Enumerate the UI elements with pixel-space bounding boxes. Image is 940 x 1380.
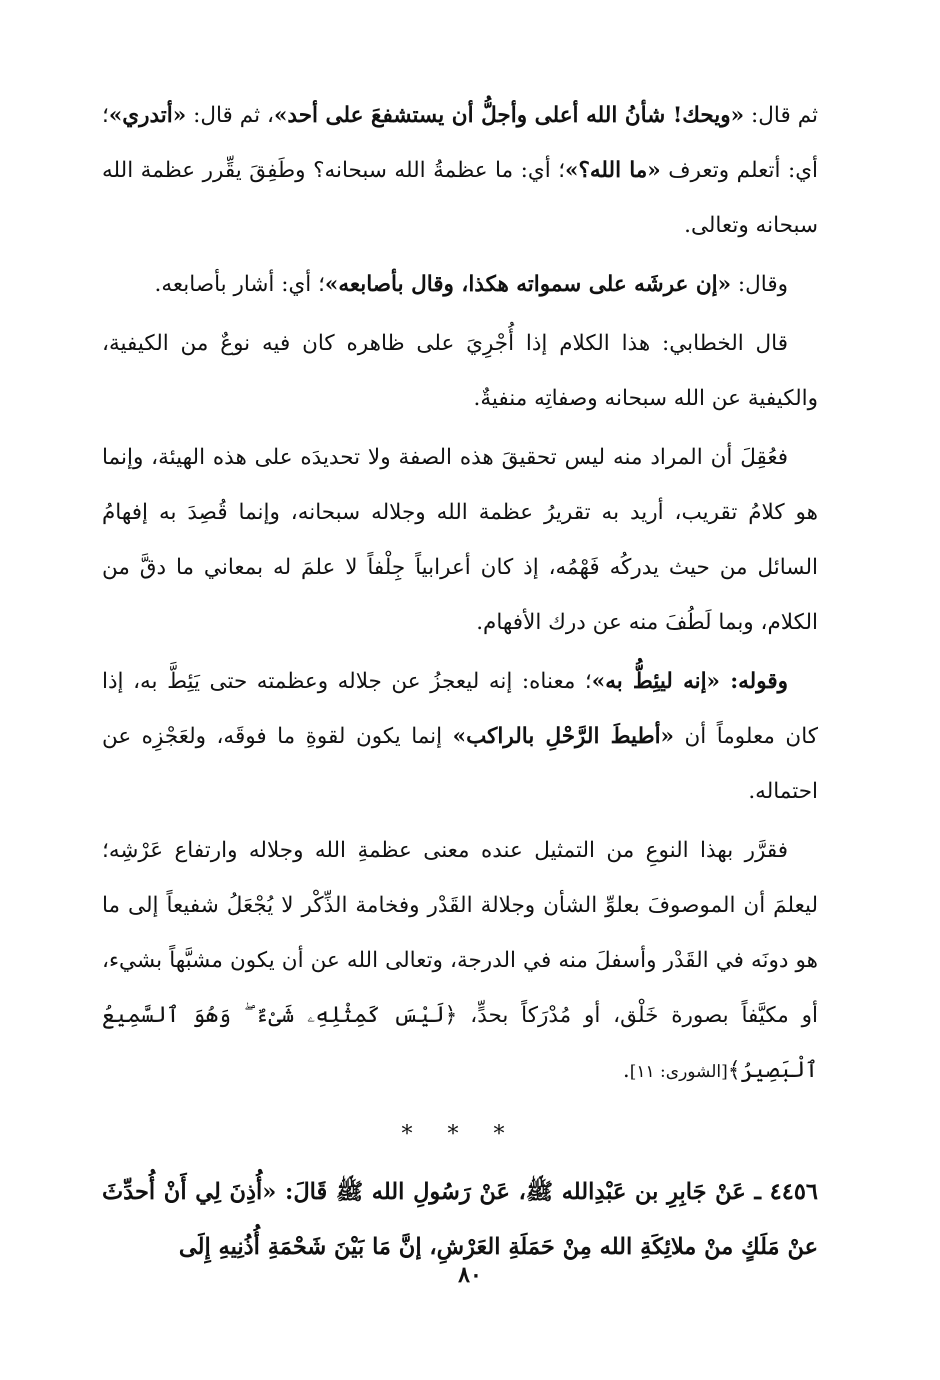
text: إنما يكون لقوةِ ما فوقَه، ولعَجْزِه عن احتماله. xyxy=(102,724,818,804)
quote: «إنه ليئِطُّ به» xyxy=(591,669,720,694)
text: ؛ أي: ما عظمةُ الله سبحانه؟ وطَفِقَ يقِّرر عظمة الله سبحانه وتعالى. xyxy=(102,158,818,238)
quote: «أطيطَ الرَّحْلِ بالراكب» xyxy=(452,724,674,749)
text: قال الخطابي: هذا الكلام إذا أُجْرِيَ على ظاهره كان فيه نوعٌ من الكيفية، والكيفية عن الله سبحانه وصفاتِه منفيةٌ. xyxy=(102,331,818,411)
text: ، ثم قال: xyxy=(186,103,274,128)
hadith-text: ٤٤٥٦ ـ عَنْ جَابِرِ بن عَبْدِالله ﷺ، عَنْ رَسُولِ الله ﷺ قَالَ: «أُذِنَ لِي أَنْ أُحدِّثَ عنْ مَلَكٍ منْ ملائِكَةِ الله مِنْ حَمَلَةِ العَرْشِ، إنَّ مَا بَيْنَ شَحْمَةِ أُذُنِيهِ إِلَى xyxy=(102,1179,818,1260)
hadith-block xyxy=(102,1165,818,1275)
text: ؛ أي: أتعلم وتعرف xyxy=(102,103,818,183)
text: ؛ معناه: إنه ليعجزُ عن جلاله وعظمته حتى يَئِطَّ به، إذا كان معلوماً أن xyxy=(102,669,818,749)
quote: «ما الله؟» xyxy=(565,158,661,183)
paragraph-6 xyxy=(102,823,818,1100)
paragraph-5 xyxy=(102,654,818,819)
paragraph-4 xyxy=(102,430,818,650)
section-separator: * * * xyxy=(401,1122,519,1147)
quote: «أتدري» xyxy=(108,103,187,128)
paragraph-3 xyxy=(102,316,818,426)
text: فقرَّر بهذا النوعِ من التمثيل عنده معنى عظمةِ الله وجلاله وارتفاع عَرْشِه؛ ليعلمَ أن الموصوفَ بعلوِّ الشأن وجلالة القَدْر وفخامة الذِّكْر لا يُجْعَلُ شفيعاً إلى ما هو دونَه في القَدْر وأسفلَ منه في الدرجة، وتعالى الله عن أن يكون مشبَّهاً بشيء، أو مكيَّفاً بصورة خَلْق، أو مُدْرَكاً بحدٍّ، xyxy=(102,838,818,1028)
text: فعُقِلَ أن المراد منه ليس تحقيقَ هذه الصفة ولا تحديدَه على هذه الهيئة، وإنما هو كلامُ تقريب، أريد به تقريرُ عظمة الله وجلاله سبحانه، وإنما قُصِدَ به إفهامُ السائل من حيث يدركُه فَهْمُه، إذ كان أعرابياً جِلْفاً لا علمَ له بمعاني ما دقَّ من الكلام، وبما لَطُفَ منه عن درك الأفهام. xyxy=(102,445,818,635)
text: وقوله: xyxy=(720,669,788,694)
quote: «إن عرشَه على سمواته هكذا، وقال بأصابعه» xyxy=(324,272,732,297)
text: وقال: xyxy=(731,272,788,297)
text: ؛ أي: أشار بأصابعه. xyxy=(154,272,325,297)
quote: «ويحك! شأنُ الله أعلى وأجلُّ أن يستشفعَ على أحد» xyxy=(273,103,745,128)
verse-reference: [الشورى: ١١] xyxy=(629,1062,728,1082)
paragraph-1 xyxy=(102,88,818,253)
paragraph-2 xyxy=(102,257,818,312)
quran-verse: ﴿لَيْسَ كَمِثْلِهِۦ شَىْءٌ ۖ وَهُوَ ٱلسَّمِيعُ ٱلْبَصِيرُ﴾ xyxy=(102,1003,818,1083)
text: . xyxy=(622,1058,630,1083)
text: ثم قال: xyxy=(744,103,818,128)
page-number: ٨٠ xyxy=(458,1262,482,1288)
